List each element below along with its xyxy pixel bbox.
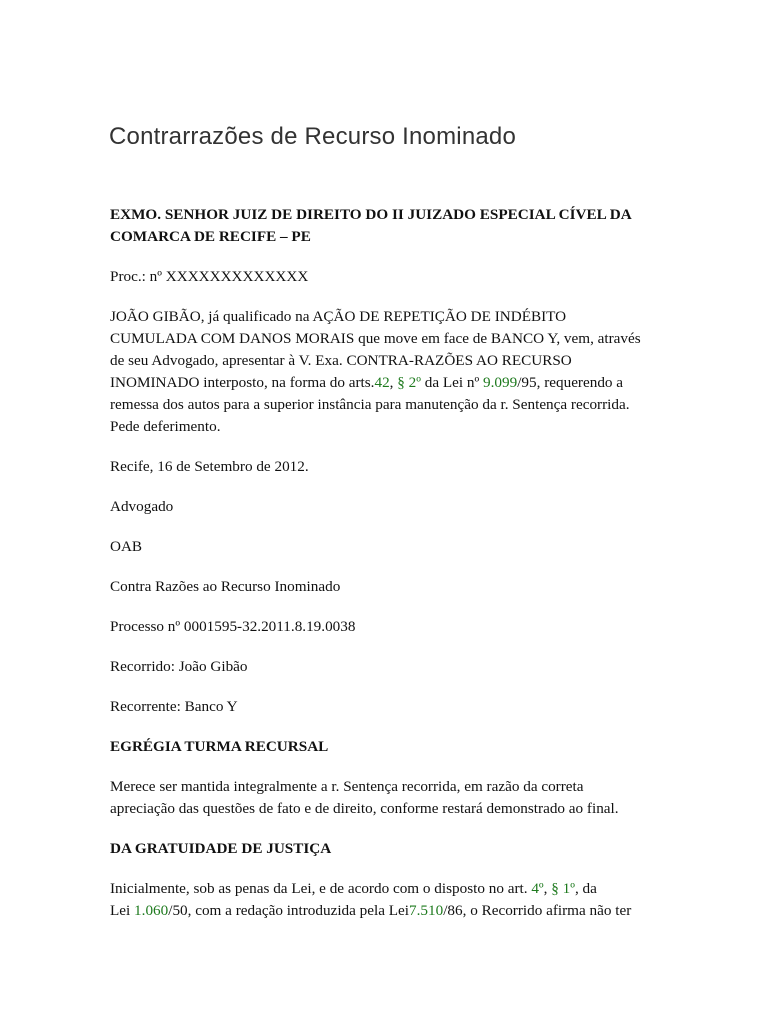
law-link[interactable]: 7.510 [409,902,444,919]
section-subtitle: Contra Razões ao Recurso Inominado [110,578,341,595]
heading-line: COMARCA DE RECIFE – PE [110,228,311,245]
law-link[interactable]: § 1º [551,880,575,897]
date-line: Recife, 16 de Setembro de 2012. [110,458,309,475]
law-link[interactable]: 4º [531,880,544,897]
processo-line: Processo nº 0001595-32.2011.8.19.0038 [110,618,356,635]
merece-paragraph: Merece ser mantida integralmente a r. Sentença recorrida, em razão da correta apreciação das questões de fato e de direito, conforme restará demonstrado ao final. [110,778,619,817]
inicial-paragraph: Inicialmente, sob as penas da Lei, e de acordo com o disposto no art. 4º, § 1º, da Lei 1.060/50, com a redação introduzida pela Lei7.510/86, o Recorrido afirma não ter [110,880,632,919]
advogado-line: Advogado [110,498,174,515]
process-number: Proc.: nº XXXXXXXXXXXXX [110,268,309,285]
law-link[interactable]: § 2º [397,374,421,391]
page-title: Contrarrazões de Recurso Inominado [109,123,517,150]
recorrente-line: Recorrente: Banco Y [110,698,238,715]
law-link[interactable]: 9.099 [483,374,518,391]
document-body [110,204,710,922]
intro-paragraph: JOÃO GIBÃO, já qualificado na AÇÃO DE REPETIÇÃO DE INDÉBITO CUMULADA COM DANOS MORAIS que move em face de BANCO Y, vem, através de seu Advogado, apresentar à V. Exa. CONTRA-RAZÕES AO RECURSO INOMINADO interposto, na forma do arts.42, § 2º da Lei nº 9.099/95, requerendo a remessa dos autos para a superior instância para manutenção da r. Sentença recorrida. Pede deferimento. [110,308,641,435]
oab-line: OAB [110,538,143,555]
law-link[interactable]: 42 [374,374,390,391]
recorrido-line: Recorrido: João Gibão [110,658,248,675]
section-heading: DA GRATUIDADE DE JUSTIÇA [110,840,332,857]
law-link[interactable]: 1.060 [134,902,169,919]
heading-line: EXMO. SENHOR JUIZ DE DIREITO DO II JUIZADO ESPECIAL CÍVEL DA [110,206,632,223]
section-heading: EGRÉGIA TURMA RECURSAL [110,738,329,755]
